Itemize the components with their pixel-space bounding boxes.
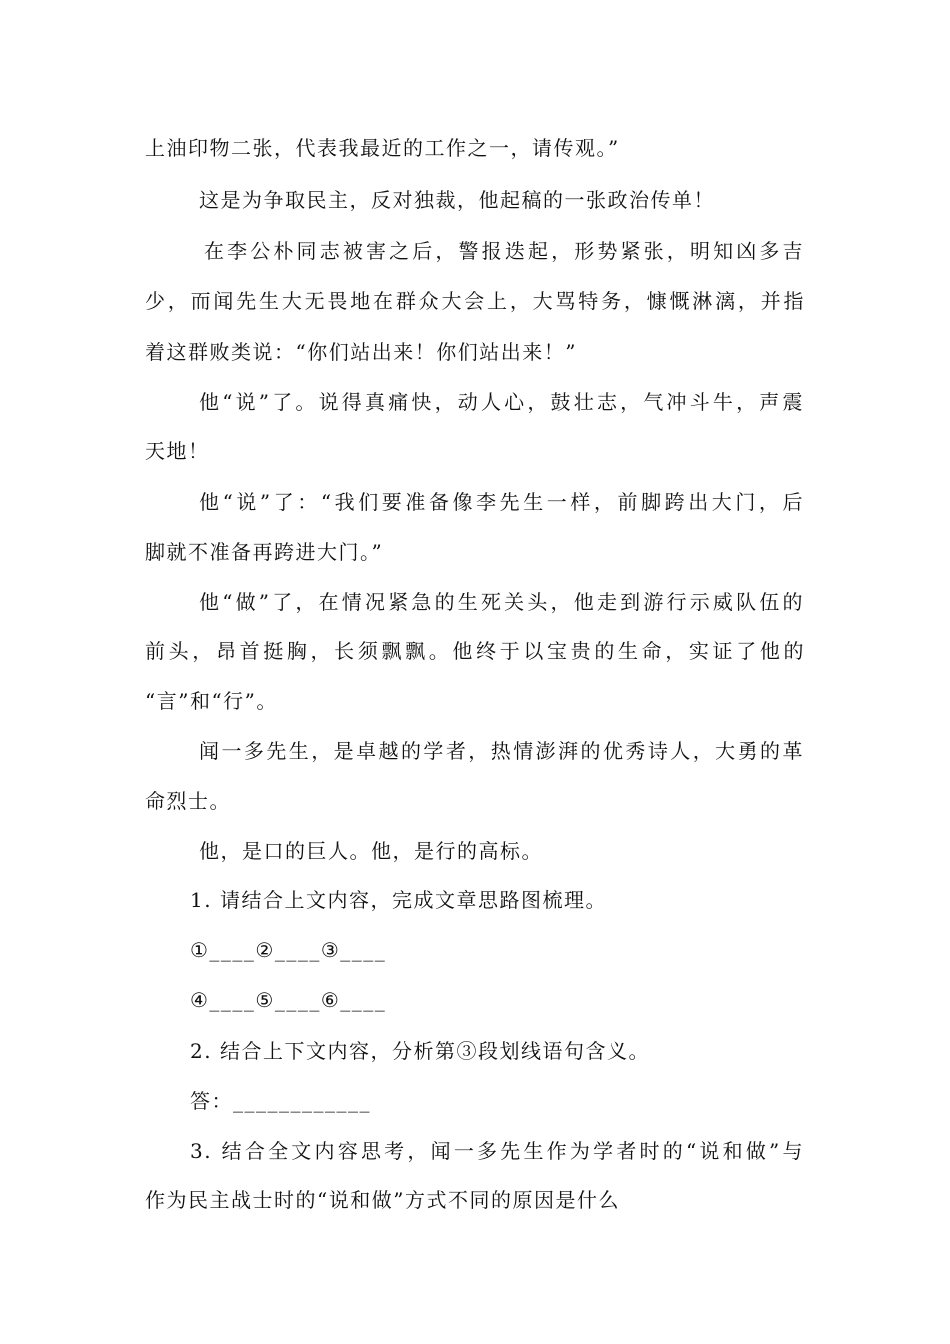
paragraph-line: 他“做”了，在情况紧急的生死关头，他走到游行示威队伍的 [199, 590, 804, 614]
question-3-cont: 作为民主战士时的“说和做”方式不同的原因是什么 [145, 1188, 620, 1212]
paragraph-line: 着这群败类说：“你们站出来！你们站出来！” [145, 340, 577, 364]
paragraph-line: 这是为争取民主，反对独裁，他起稿的一张政治传单！ [199, 188, 715, 212]
paragraph-line: 前头，昂首挺胸，长须飘飘。他终于以宝贵的生命，实证了他的 [145, 639, 805, 663]
question-2: 2. 结合上下文内容，分析第③段划线语句含义。 [190, 1039, 650, 1063]
paragraph-line: 他“说”了。说得真痛快，动人心，鼓壮志，气冲斗牛，声震 [199, 390, 804, 414]
question-1: 1. 请结合上文内容，完成文章思路图梳理。 [190, 888, 607, 912]
paragraph-line: 闻一多先生，是卓越的学者，热情澎湃的优秀诗人，大勇的革 [199, 739, 804, 763]
answer-blank: 答：____________ [190, 1089, 371, 1113]
paragraph-line: 少，而闻先生大无畏地在群众大会上，大骂特务，慷慨淋漓，并指 [145, 289, 805, 313]
answer-blanks-row-1: ①____②____③____ [190, 938, 387, 962]
paragraph-line: 在李公朴同志被害之后，警报迭起，形势紧张，明知凶多吉 [204, 239, 804, 263]
paragraph-line: 他，是口的巨人。他，是行的高标。 [199, 839, 543, 863]
paragraph-line: “言”和“行”。 [145, 689, 278, 713]
paragraph-line: 上油印物二张，代表我最近的工作之一，请传观。” [145, 136, 620, 160]
answer-blanks-row-2: ④____⑤____⑥____ [190, 988, 387, 1012]
paragraph-line: 命烈士。 [145, 789, 231, 813]
paragraph-line: 天地！ [145, 439, 210, 463]
question-3: 3. 结合全文内容思考，闻一多先生作为学者时的“说和做”与 [190, 1139, 804, 1163]
paragraph-line: 他“说”了：“我们要准备像李先生一样，前脚跨出大门，后 [199, 490, 804, 514]
paragraph-line: 脚就不准备再跨进大门。” [145, 540, 384, 564]
